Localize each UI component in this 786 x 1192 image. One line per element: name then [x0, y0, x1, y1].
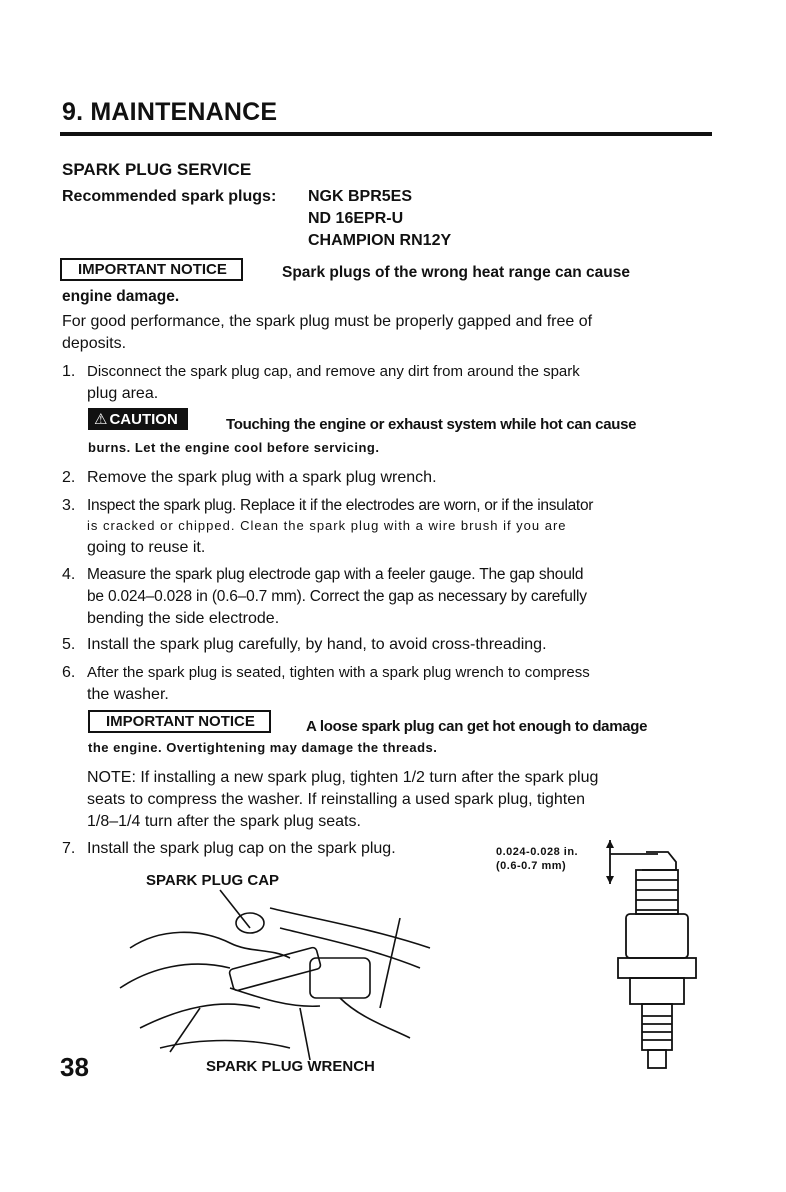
step-number: 4. — [62, 566, 76, 583]
important-notice-badge: IMPORTANT NOTICE — [60, 258, 243, 281]
step3-line2: is cracked or chipped. Clean the spark plug with a wire brush if you are — [87, 518, 567, 533]
important-notice-badge: IMPORTANT NOTICE — [88, 710, 271, 733]
step4-line1: Measure the spark plug electrode gap with a feeler gauge. The gap should — [87, 566, 584, 583]
recommended-label: Recommended spark plugs: — [62, 188, 277, 205]
note-line3: 1/8–1/4 turn after the spark plug seats. — [87, 813, 361, 830]
spark-plug-illustration — [596, 840, 700, 1070]
arrow-down-icon — [606, 840, 614, 848]
arrow-up-icon — [606, 876, 614, 884]
gap-label-mm: (0.6-0.7 mm) — [496, 860, 567, 872]
plug-nd: ND 16EPR-U — [308, 210, 404, 227]
note-line2: seats to compress the washer. If reinstalling a used spark plug, tighten — [87, 791, 586, 808]
step7-line1: Install the spark plug cap on the spark plug. — [87, 840, 396, 857]
intro-line2: deposits. — [62, 335, 127, 352]
step4-line2: be 0.024–0.028 in (0.6–0.7 mm). Correct the gap as necessary by carefully — [87, 588, 587, 605]
step-number: 6. — [62, 664, 76, 681]
step-number: 2. — [62, 469, 76, 486]
step4-line3: bending the side electrode. — [87, 610, 280, 627]
section-title: SPARK PLUG SERVICE — [62, 160, 252, 179]
caution-line1: Touching the engine or exhaust system while hot can cause — [226, 416, 637, 433]
notice1-line1: Spark plugs of the wrong heat range can cause — [282, 264, 630, 281]
chapter-title: 9. MAINTENANCE — [62, 98, 278, 126]
gap-label-in: 0.024-0.028 in. — [496, 846, 579, 858]
page-number: 38 — [60, 1052, 89, 1082]
notice1-line2: engine damage. — [62, 288, 180, 305]
figure-label-spark-plug-cap: SPARK PLUG CAP — [146, 872, 280, 889]
caution-line2: burns. Let the engine cool before servicing. — [88, 440, 380, 455]
wrench-illustration — [110, 888, 440, 1060]
step1-line1: Disconnect the spark plug cap, and remove any dirt from around the spark — [87, 363, 580, 380]
notice2-line1: A loose spark plug can get hot enough to damage — [306, 718, 648, 735]
caution-label: CAUTION — [109, 411, 178, 428]
step-number: 3. — [62, 497, 76, 514]
note-line1: NOTE: If installing a new spark plug, tighten 1/2 turn after the spark plug — [87, 769, 599, 786]
warning-triangle-icon: ⚠ — [94, 411, 108, 428]
title-rule — [60, 132, 712, 136]
step5-line1: Install the spark plug carefully, by hand, to avoid cross-threading. — [87, 636, 547, 653]
figure-label-spark-plug-wrench: SPARK PLUG WRENCH — [206, 1058, 375, 1075]
plug-ngk: NGK BPR5ES — [308, 188, 413, 205]
step6-line1: After the spark plug is seated, tighten with a spark plug wrench to compress — [87, 664, 590, 681]
cap-leader-line — [220, 890, 250, 928]
step-number: 1. — [62, 363, 76, 380]
step1-line2: plug area. — [87, 385, 159, 402]
notice2-line2: the engine. Overtightening may damage the threads. — [88, 740, 438, 755]
step2-line1: Remove the spark plug with a spark plug wrench. — [87, 469, 437, 486]
step3-line3: going to reuse it. — [87, 539, 206, 556]
step3-line1: Inspect the spark plug. Replace it if the electrodes are worn, or if the insulator — [87, 497, 594, 514]
intro-line1: For good performance, the spark plug must be properly gapped and free of — [62, 313, 593, 330]
step6-line2: the washer. — [87, 686, 169, 703]
caution-badge — [88, 408, 188, 430]
plug-champion: CHAMPION RN12Y — [308, 232, 452, 249]
step-number: 5. — [62, 636, 76, 653]
step-number: 7. — [62, 840, 76, 857]
